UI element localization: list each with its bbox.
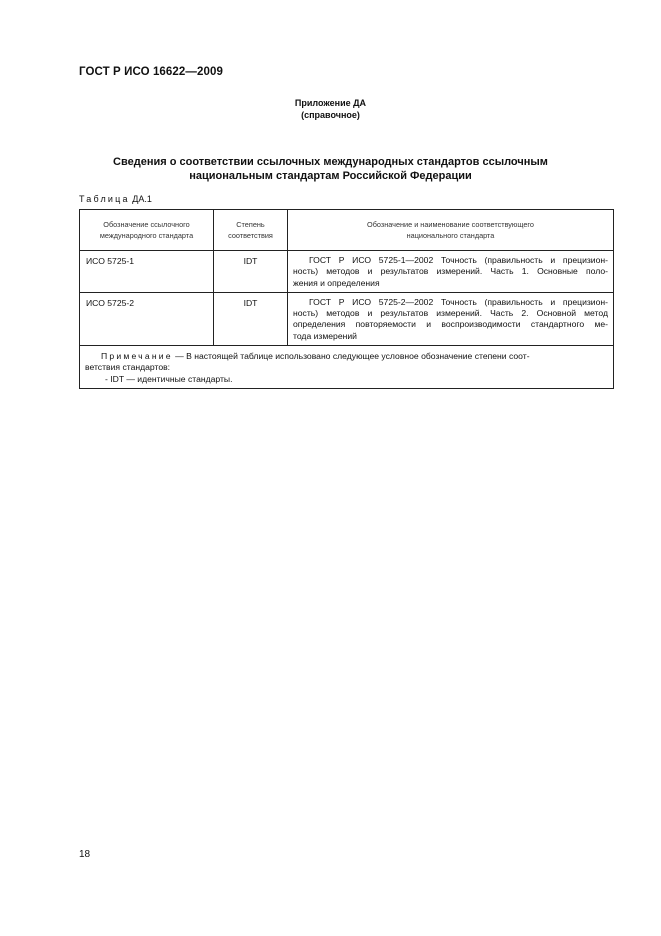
table-note-row — [80, 346, 614, 389]
note-line: - IDT — идентичные стандарты. — [105, 373, 233, 384]
description-line: ность) методов и результатов измерений. Часть 2. Основной метод — [293, 308, 608, 319]
table-note — [80, 346, 614, 389]
header-text: Степень — [236, 220, 265, 229]
correspondence-table — [79, 209, 614, 389]
description-line: определения повторяемости и воспроизводимости стандартного ме- — [293, 319, 608, 330]
description-line: ГОСТ Р ИСО 5725-2—2002 Точность (правильность и прецизион- — [309, 296, 608, 307]
note-line — [85, 351, 608, 362]
section-title — [0, 155, 661, 183]
description-line: ность) методов и результатов измерений. Часть 1. Основные поло- — [293, 266, 608, 277]
cell-code: ИСО 5725-2 — [80, 292, 214, 345]
cell-description — [288, 292, 614, 345]
header-text: национального стандарта — [406, 231, 495, 240]
section-title-line-1: Сведения о соответствии ссылочных международных стандартов ссылочным — [113, 156, 548, 168]
table-header-row — [80, 210, 614, 251]
annex-heading — [0, 97, 661, 121]
header-cell-national — [288, 210, 614, 251]
page-number: 18 — [79, 849, 91, 860]
note-text: — В настоящей таблице использовано следующее условное обозначение степени соот- — [172, 351, 530, 362]
table-row — [80, 251, 614, 293]
cell-description — [288, 251, 614, 293]
header-text: соответствия — [228, 231, 273, 240]
cell-code: ИСО 5725-1 — [80, 251, 214, 293]
annex-subtitle: (справочное) — [301, 110, 360, 120]
note-line: ветствия стандартов: — [85, 362, 171, 373]
header-text: Обозначение и наименование соответствующего — [367, 220, 534, 229]
header-text: международного стандарта — [99, 231, 194, 240]
document-id: ГОСТ Р ИСО 16622—2009 — [79, 66, 224, 78]
annex-title: Приложение ДА — [294, 98, 367, 108]
cell-degree: IDT — [214, 292, 288, 345]
description-line: ГОСТ Р ИСО 5725-1—2002 Точность (правильность и прецизион- — [309, 255, 608, 265]
table-caption-word: Таблица — [79, 194, 130, 204]
note-label: Примечание — [101, 351, 173, 362]
header-cell-degree — [214, 210, 288, 251]
table-row — [80, 292, 614, 345]
cell-degree: IDT — [214, 251, 288, 293]
header-cell-reference — [80, 210, 214, 251]
table-caption — [79, 194, 152, 204]
description-line: жения и определения — [293, 277, 380, 288]
section-title-line-2: национальным стандартам Российской Федерации — [189, 170, 472, 182]
header-text: Обозначение ссылочного — [103, 220, 190, 229]
description-line: тода измерений — [293, 330, 357, 341]
table-caption-number: ДА.1 — [132, 194, 152, 204]
